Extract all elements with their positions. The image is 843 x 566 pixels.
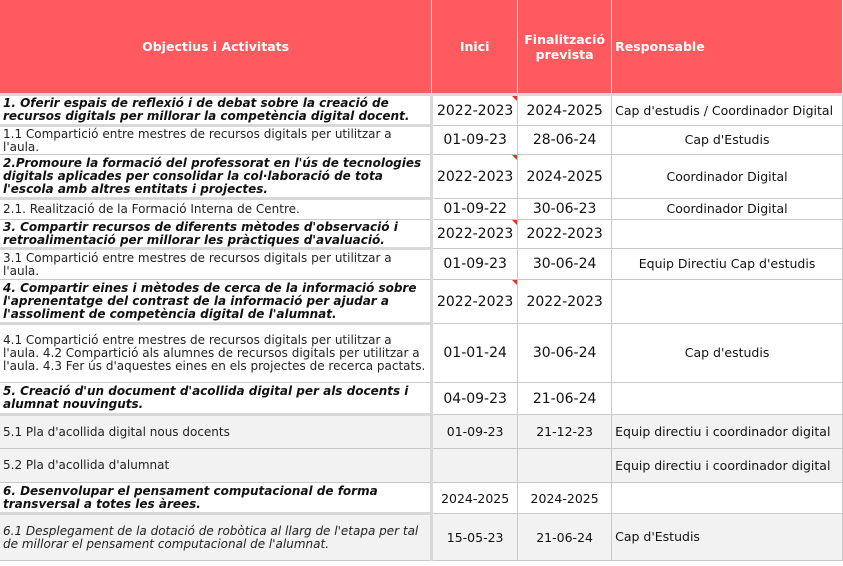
table-row <box>0 155 843 199</box>
responsible-cell: Cap d'Estudis <box>612 514 843 561</box>
start-cell: 2022-2023 <box>432 220 518 249</box>
start-cell: 04-09-23 <box>432 383 518 415</box>
table-row <box>0 415 843 449</box>
activity-cell: 1. Oferir espais de reflexió i de debat sobre la creació de recursos digitals per millorar la competència digital docent. <box>0 95 432 126</box>
table-row <box>0 199 843 220</box>
activity-cell: 4.1 Compartició entre mestres de recursos digitals per utilitzar a l'aula. 4.2 Compartició als alumnes de recursos digitals per utilitzar a l'aula. 4.3 Fer ús d'aquestes eines en els projectes de recerca pactats. <box>0 324 432 383</box>
end-cell: 2022-2023 <box>518 280 612 324</box>
responsible-cell: Equip directiu i coordinador digital <box>612 415 843 449</box>
activity-cell: 5. Creació d'un document d'acollida digital per als docents i alumnat nouvinguts. <box>0 383 432 415</box>
responsible-cell: Equip Directiu Cap d'estudis <box>612 249 843 280</box>
responsible-cell <box>612 220 843 249</box>
responsible-cell: Cap d'estudis / Coordinador Digital <box>612 95 843 126</box>
activity-cell: 5.1 Pla d'acollida digital nous docents <box>0 415 432 449</box>
responsible-cell: Coordinador Digital <box>612 199 843 220</box>
start-cell: 15-05-23 <box>432 514 518 561</box>
activity-cell: 3. Compartir recursos de diferents mètodes d'observació i retroalimentació per millorar les pràctiques d'avaluació. <box>0 220 432 249</box>
table-row <box>0 483 843 514</box>
activity-cell: 5.2 Pla d'acollida d'alumnat <box>0 449 432 483</box>
end-cell <box>518 449 612 483</box>
table-row <box>0 126 843 155</box>
table-row <box>0 324 843 383</box>
responsible-cell <box>612 383 843 415</box>
activity-cell: 2.Promoure la formació del professorat en l'ús de tecnologies digitals aplicades per consolidar la col·laboració de tota l'escola amb altres entitats i projectes. <box>0 155 432 199</box>
responsible-cell: Coordinador Digital <box>612 155 843 199</box>
responsible-cell <box>612 280 843 324</box>
start-cell: 01-09-23 <box>432 126 518 155</box>
activity-cell: 4. Compartir eines i mètodes de cerca de la informació sobre l'aprenentatge del contrast de la informació per ajudar a l'assoliment de competència digital de l'alumnat. <box>0 280 432 324</box>
end-cell: 2024-2025 <box>518 483 612 514</box>
header-row <box>0 0 843 95</box>
table-row <box>0 280 843 324</box>
table-row <box>0 95 843 126</box>
start-cell: 2024-2025 <box>432 483 518 514</box>
start-cell: 2022-2023 <box>432 280 518 324</box>
table-row <box>0 514 843 561</box>
header-start: Inici <box>432 0 518 95</box>
table-row <box>0 249 843 280</box>
start-cell: 2022-2023 <box>432 155 518 199</box>
responsible-cell: Cap d'Estudis <box>612 126 843 155</box>
table-row <box>0 449 843 483</box>
activity-cell: 3.1 Compartició entre mestres de recursos digitals per utilitzar a l'aula. <box>0 249 432 280</box>
end-cell: 2024-2025 <box>518 155 612 199</box>
start-cell: 01-09-23 <box>432 415 518 449</box>
header-responsible: Responsable <box>612 0 843 95</box>
end-cell: 2022-2023 <box>518 220 612 249</box>
activity-cell: 1.1 Compartició entre mestres de recursos digitals per utilitzar a l'aula. <box>0 126 432 155</box>
responsible-cell: Equip directiu i coordinador digital <box>612 449 843 483</box>
start-cell: 01-09-22 <box>432 199 518 220</box>
end-cell: 28-06-24 <box>518 126 612 155</box>
end-cell: 30-06-23 <box>518 199 612 220</box>
start-cell: 01-01-24 <box>432 324 518 383</box>
end-cell: 30-06-24 <box>518 249 612 280</box>
end-cell: 21-06-24 <box>518 383 612 415</box>
start-cell <box>432 449 518 483</box>
end-cell: 30-06-24 <box>518 324 612 383</box>
header-end: Finalització prevista <box>518 0 612 95</box>
end-cell: 2024-2025 <box>518 95 612 126</box>
responsible-cell: Cap d'estudis <box>612 324 843 383</box>
end-cell: 21-06-24 <box>518 514 612 561</box>
activity-cell: 2.1. Realització de la Formació Interna de Centre. <box>0 199 432 220</box>
start-cell: 01-09-23 <box>432 249 518 280</box>
end-cell: 21-12-23 <box>518 415 612 449</box>
table-row <box>0 383 843 415</box>
activity-cell: 6.1 Desplegament de la dotació de robòtica al llarg de l'etapa per tal de millorar el pensament computacional de l'alumnat. <box>0 514 432 561</box>
activity-cell: 6. Desenvolupar el pensament computacional de forma transversal a totes les àrees. <box>0 483 432 514</box>
header-activities: Objectius i Activitats <box>0 0 432 95</box>
responsible-cell <box>612 483 843 514</box>
start-cell: 2022-2023 <box>432 95 518 126</box>
table-row <box>0 220 843 249</box>
